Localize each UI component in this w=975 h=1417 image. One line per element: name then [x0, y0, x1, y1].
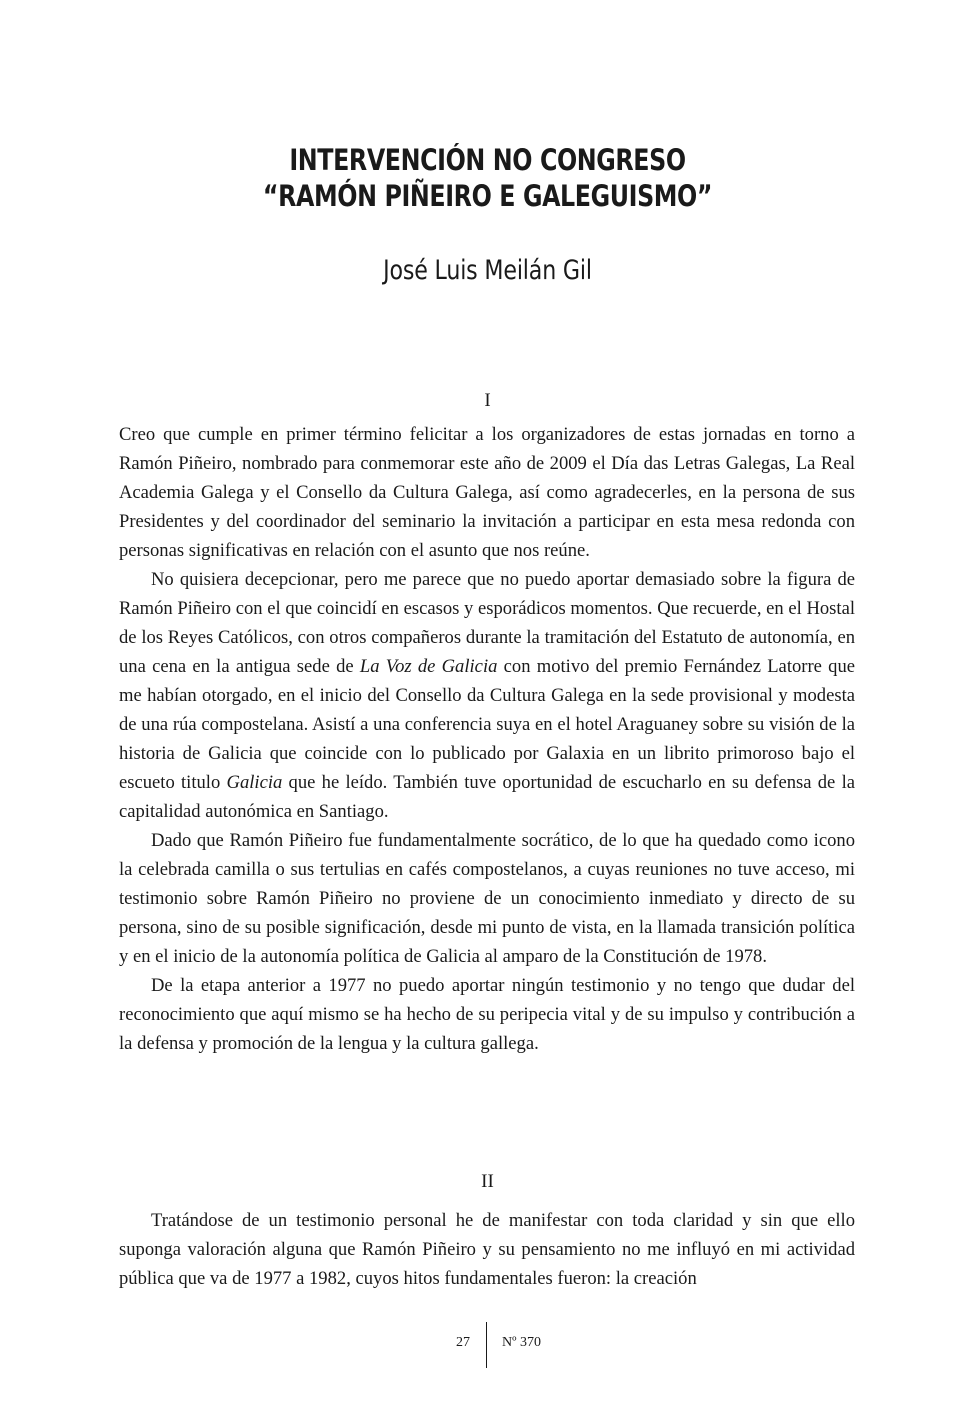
section-1-body — [119, 420, 855, 1058]
book-title-italic: Galicia — [226, 772, 283, 793]
page-number: 27 — [456, 1335, 470, 1350]
paragraph: Tratándose de un testimonio personal he de manifestar con toda claridad y sin que ello suponga valoración alguna que Ramón Piñeiro y su pensamiento no me influyó en mi actividad pública que va de 1977 a 1982, cuyos hitos fundamentales fueron: la creación — [119, 1210, 855, 1289]
section-2-body — [119, 1206, 855, 1293]
issue-number: Nº 370 — [502, 1335, 541, 1350]
article-title-line-1: INTERVENCIÓN NO CONGRESO — [289, 143, 686, 177]
section-heading-2: II — [481, 1171, 494, 1192]
paragraph — [119, 565, 855, 826]
author-name: José Luis Meilán Gil — [383, 255, 592, 286]
article-title — [88, 142, 888, 214]
paragraph-text: No quisiera decepcionar, pero me parece que no puedo aportar demasiado sobre la figura de Ramón Piñeiro con el que coincidí en escasos y esporádicos momentos. Que recuerde, en el Hostal de los Reyes Católicos, con otros compañeros durante la tramitación del Estatuto de autonomía, en una cena en la antigua sede de — [119, 569, 855, 677]
footer-divider — [486, 1322, 487, 1368]
paragraph-text: que he leído. También tuve oportunidad de escucharlo en su defensa de la capitalidad autonómica en Santiago. — [119, 772, 855, 822]
newspaper-title-italic: La Voz de Galicia — [359, 656, 498, 677]
paragraph: Creo que cumple en primer término felicitar a los organizadores de estas jornadas en torno a Ramón Piñeiro, nombrado para conmemorar este año de 2009 el Día das Letras Galegas, La Real Academia Galega y el Consello da Cultura Galega, así como agradecerles, en la persona de sus Presidentes y del coordinador del seminario la invitación a participar en esta mesa redonda con personas significativas en relación con el asunto que nos reúne. — [119, 424, 855, 561]
paragraph: Dado que Ramón Piñeiro fue fundamentalmente socrático, de lo que ha quedado como icono la celebrada camilla o sus tertulias en cafés compostelanos, a cuyas reuniones no tuve acceso, mi testimonio sobre Ramón Piñeiro no proviene de un conocimiento inmediato y directo de su persona, sino de su posible significación, desde mi punto de vista, en la llamada transición política y en el inicio de la autonomía política de Galicia al amparo de la Constitución de 1978. — [119, 830, 855, 967]
article-title-line-2: “RAMÓN PIÑEIRO E GALEGUISMO” — [262, 179, 713, 213]
section-heading-1: I — [484, 390, 491, 411]
paragraph: De la etapa anterior a 1977 no puedo aportar ningún testimonio y no tengo que dudar del reconocimiento que aquí mismo se ha hecho de su peripecia vital y de su impulso y contribución a la defensa y promoción de la lengua y la cultura gallega. — [119, 975, 855, 1054]
paragraph-text: con motivo del premio Fernández Latorre que me habían otorgado, en el inicio del Consello da Cultura Galega en la sede provisional y modesta de una rúa compostelana. Asistí a una conferencia suya en el hotel Araguaney sobre su visión de la historia de Galicia que coincide con lo publicado por Galaxia en un librito primoroso bajo el escueto titulo — [119, 656, 856, 793]
